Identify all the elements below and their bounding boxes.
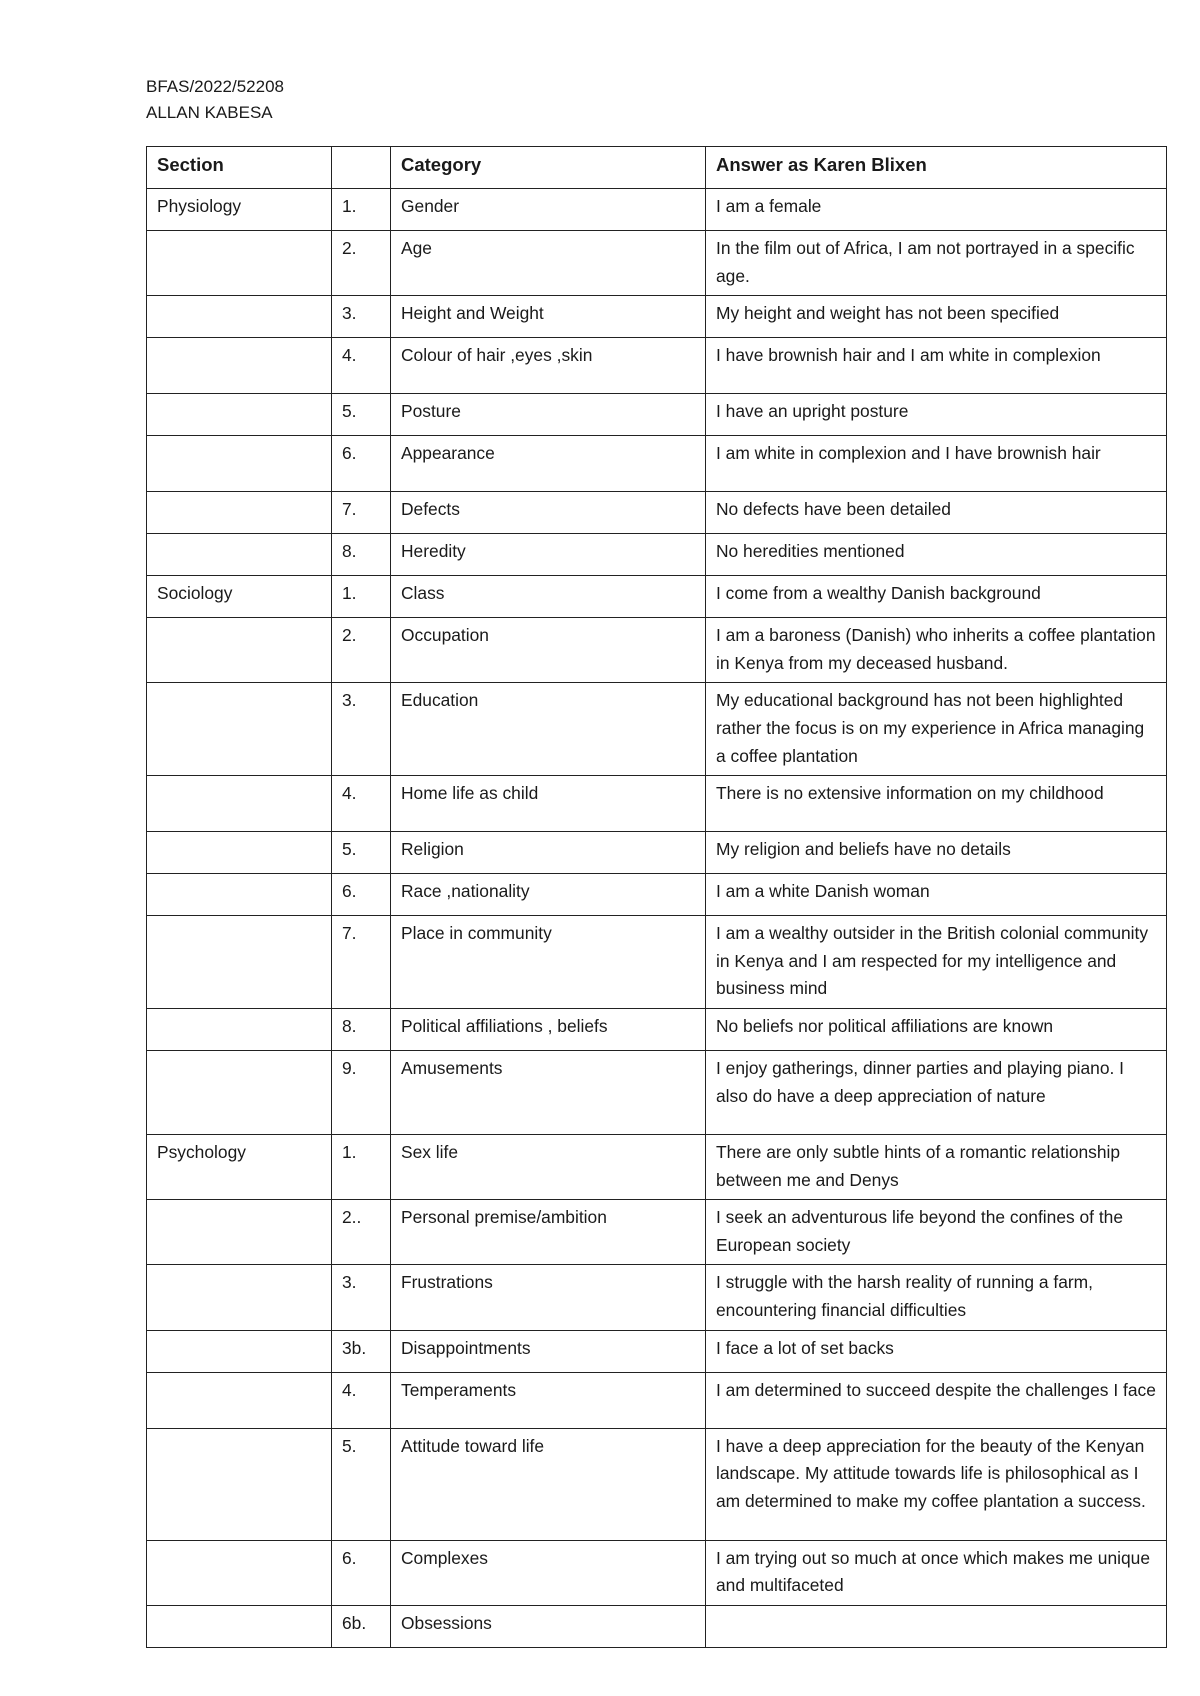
number-cell: 3. bbox=[332, 1265, 391, 1330]
table-row bbox=[147, 1330, 1167, 1372]
table-row bbox=[147, 231, 1167, 296]
table-row bbox=[147, 189, 1167, 231]
table-row bbox=[147, 1372, 1167, 1428]
answer-cell: I have an upright posture bbox=[706, 394, 1167, 436]
section-cell bbox=[147, 338, 332, 394]
number-cell: 1. bbox=[332, 189, 391, 231]
number-cell: 1. bbox=[332, 576, 391, 618]
category-cell: Religion bbox=[391, 832, 706, 874]
answer-cell: I seek an adventurous life beyond the confines of the European society bbox=[706, 1200, 1167, 1265]
category-cell: Complexes bbox=[391, 1540, 706, 1605]
table-header-row bbox=[147, 147, 1167, 189]
category-cell: Personal premise/ambition bbox=[391, 1200, 706, 1265]
table-row bbox=[147, 534, 1167, 576]
table-row bbox=[147, 1265, 1167, 1330]
number-cell: 3b. bbox=[332, 1330, 391, 1372]
section-cell bbox=[147, 1200, 332, 1265]
section-cell bbox=[147, 1372, 332, 1428]
section-cell bbox=[147, 534, 332, 576]
number-cell: 9. bbox=[332, 1050, 391, 1134]
category-cell: Colour of hair ,eyes ,skin bbox=[391, 338, 706, 394]
section-cell bbox=[147, 1008, 332, 1050]
answer-cell: In the film out of Africa, I am not portrayed in a specific age. bbox=[706, 231, 1167, 296]
answer-cell: I am determined to succeed despite the challenges I face bbox=[706, 1372, 1167, 1428]
table-row bbox=[147, 618, 1167, 683]
number-cell: 7. bbox=[332, 492, 391, 534]
number-cell: 1. bbox=[332, 1134, 391, 1199]
category-cell: Posture bbox=[391, 394, 706, 436]
section-cell bbox=[147, 618, 332, 683]
answer-cell: There is no extensive information on my childhood bbox=[706, 776, 1167, 832]
table-row bbox=[147, 776, 1167, 832]
section-cell bbox=[147, 1265, 332, 1330]
table-body bbox=[147, 189, 1167, 1648]
document-header bbox=[146, 74, 284, 126]
answer-cell: I am a wealthy outsider in the British colonial community in Kenya and I am respected for my intelligence and business mind bbox=[706, 916, 1167, 1009]
section-cell bbox=[147, 231, 332, 296]
category-cell: Defects bbox=[391, 492, 706, 534]
answer-cell: I struggle with the harsh reality of running a farm, encountering financial difficulties bbox=[706, 1265, 1167, 1330]
answer-cell: I am a female bbox=[706, 189, 1167, 231]
student-id: BFAS/2022/52208 bbox=[146, 77, 285, 96]
table-row bbox=[147, 394, 1167, 436]
number-cell: 2. bbox=[332, 618, 391, 683]
number-cell: 8. bbox=[332, 1008, 391, 1050]
category-cell: Age bbox=[391, 231, 706, 296]
section-cell bbox=[147, 492, 332, 534]
table-row bbox=[147, 683, 1167, 776]
answer-cell: No beliefs nor political affiliations are known bbox=[706, 1008, 1167, 1050]
category-cell: Height and Weight bbox=[391, 296, 706, 338]
section-cell bbox=[147, 1605, 332, 1647]
section-cell bbox=[147, 916, 332, 1009]
table-row bbox=[147, 1428, 1167, 1540]
section-cell bbox=[147, 874, 332, 916]
table-row bbox=[147, 1008, 1167, 1050]
category-cell: Occupation bbox=[391, 618, 706, 683]
section-cell bbox=[147, 1050, 332, 1134]
number-cell: 3. bbox=[332, 296, 391, 338]
section-cell: Physiology bbox=[147, 189, 332, 231]
header-category: Category bbox=[391, 147, 706, 189]
section-cell bbox=[147, 832, 332, 874]
number-cell: 5. bbox=[332, 394, 391, 436]
section-cell: Psychology bbox=[147, 1134, 332, 1199]
answer-cell: My religion and beliefs have no details bbox=[706, 832, 1167, 874]
number-cell: 7. bbox=[332, 916, 391, 1009]
category-cell: Temperaments bbox=[391, 1372, 706, 1428]
category-cell: Race ,nationality bbox=[391, 874, 706, 916]
number-cell: 5. bbox=[332, 832, 391, 874]
section-cell bbox=[147, 394, 332, 436]
number-cell: 6. bbox=[332, 874, 391, 916]
section-cell bbox=[147, 1540, 332, 1605]
answer-cell: I come from a wealthy Danish background bbox=[706, 576, 1167, 618]
category-cell: Amusements bbox=[391, 1050, 706, 1134]
answer-cell: I have a deep appreciation for the beauty of the Kenyan landscape. My attitude towards life is philosophical as I am determined to make my coffee plantation a success. bbox=[706, 1428, 1167, 1540]
answer-cell: My educational background has not been highlighted rather the focus is on my experience in Africa managing a coffee plantation bbox=[706, 683, 1167, 776]
section-cell bbox=[147, 296, 332, 338]
number-cell: 4. bbox=[332, 776, 391, 832]
answer-cell: No defects have been detailed bbox=[706, 492, 1167, 534]
category-cell: Obsessions bbox=[391, 1605, 706, 1647]
number-cell: 6. bbox=[332, 1540, 391, 1605]
section-cell bbox=[147, 683, 332, 776]
number-cell: 6b. bbox=[332, 1605, 391, 1647]
table-row bbox=[147, 338, 1167, 394]
number-cell: 2. bbox=[332, 231, 391, 296]
header-answer: Answer as Karen Blixen bbox=[706, 147, 1167, 189]
number-cell: 5. bbox=[332, 1428, 391, 1540]
category-cell: Class bbox=[391, 576, 706, 618]
section-cell bbox=[147, 1428, 332, 1540]
table-row bbox=[147, 1540, 1167, 1605]
section-cell bbox=[147, 1330, 332, 1372]
category-cell: Political affiliations , beliefs bbox=[391, 1008, 706, 1050]
answer-cell bbox=[706, 1605, 1167, 1647]
answer-cell: I am trying out so much at once which makes me unique and multifaceted bbox=[706, 1540, 1167, 1605]
answer-cell: There are only subtle hints of a romantic relationship between me and Denys bbox=[706, 1134, 1167, 1199]
answer-cell: No heredities mentioned bbox=[706, 534, 1167, 576]
category-cell: Sex life bbox=[391, 1134, 706, 1199]
table-row bbox=[147, 1134, 1167, 1199]
number-cell: 6. bbox=[332, 436, 391, 492]
number-cell: 4. bbox=[332, 338, 391, 394]
table-row bbox=[147, 492, 1167, 534]
answer-cell: I am a baroness (Danish) who inherits a coffee plantation in Kenya from my deceased husband. bbox=[706, 618, 1167, 683]
number-cell: 2.. bbox=[332, 1200, 391, 1265]
answer-cell: My height and weight has not been specified bbox=[706, 296, 1167, 338]
table-row bbox=[147, 296, 1167, 338]
answer-cell: I enjoy gatherings, dinner parties and playing piano. I also do have a deep appreciation of nature bbox=[706, 1050, 1167, 1134]
category-cell: Education bbox=[391, 683, 706, 776]
category-cell: Place in community bbox=[391, 916, 706, 1009]
category-cell: Disappointments bbox=[391, 1330, 706, 1372]
answer-cell: I am white in complexion and I have brownish hair bbox=[706, 436, 1167, 492]
number-cell: 8. bbox=[332, 534, 391, 576]
category-cell: Heredity bbox=[391, 534, 706, 576]
section-cell bbox=[147, 776, 332, 832]
category-cell: Gender bbox=[391, 189, 706, 231]
section-cell bbox=[147, 436, 332, 492]
answer-cell: I face a lot of set backs bbox=[706, 1330, 1167, 1372]
student-name: ALLAN KABESA bbox=[146, 103, 273, 122]
table-row bbox=[147, 916, 1167, 1009]
table-row bbox=[147, 1605, 1167, 1647]
header-section: Section bbox=[147, 147, 332, 189]
answer-cell: I am a white Danish woman bbox=[706, 874, 1167, 916]
category-cell: Frustrations bbox=[391, 1265, 706, 1330]
section-cell: Sociology bbox=[147, 576, 332, 618]
table-row bbox=[147, 576, 1167, 618]
number-cell: 4. bbox=[332, 1372, 391, 1428]
table-row bbox=[147, 874, 1167, 916]
table-row bbox=[147, 1200, 1167, 1265]
number-cell: 3. bbox=[332, 683, 391, 776]
category-cell: Attitude toward life bbox=[391, 1428, 706, 1540]
category-cell: Home life as child bbox=[391, 776, 706, 832]
header-number bbox=[332, 147, 391, 189]
table-row bbox=[147, 1050, 1167, 1134]
table-row bbox=[147, 436, 1167, 492]
table-row bbox=[147, 832, 1167, 874]
category-cell: Appearance bbox=[391, 436, 706, 492]
character-profile-table bbox=[146, 146, 1167, 1648]
answer-cell: I have brownish hair and I am white in complexion bbox=[706, 338, 1167, 394]
